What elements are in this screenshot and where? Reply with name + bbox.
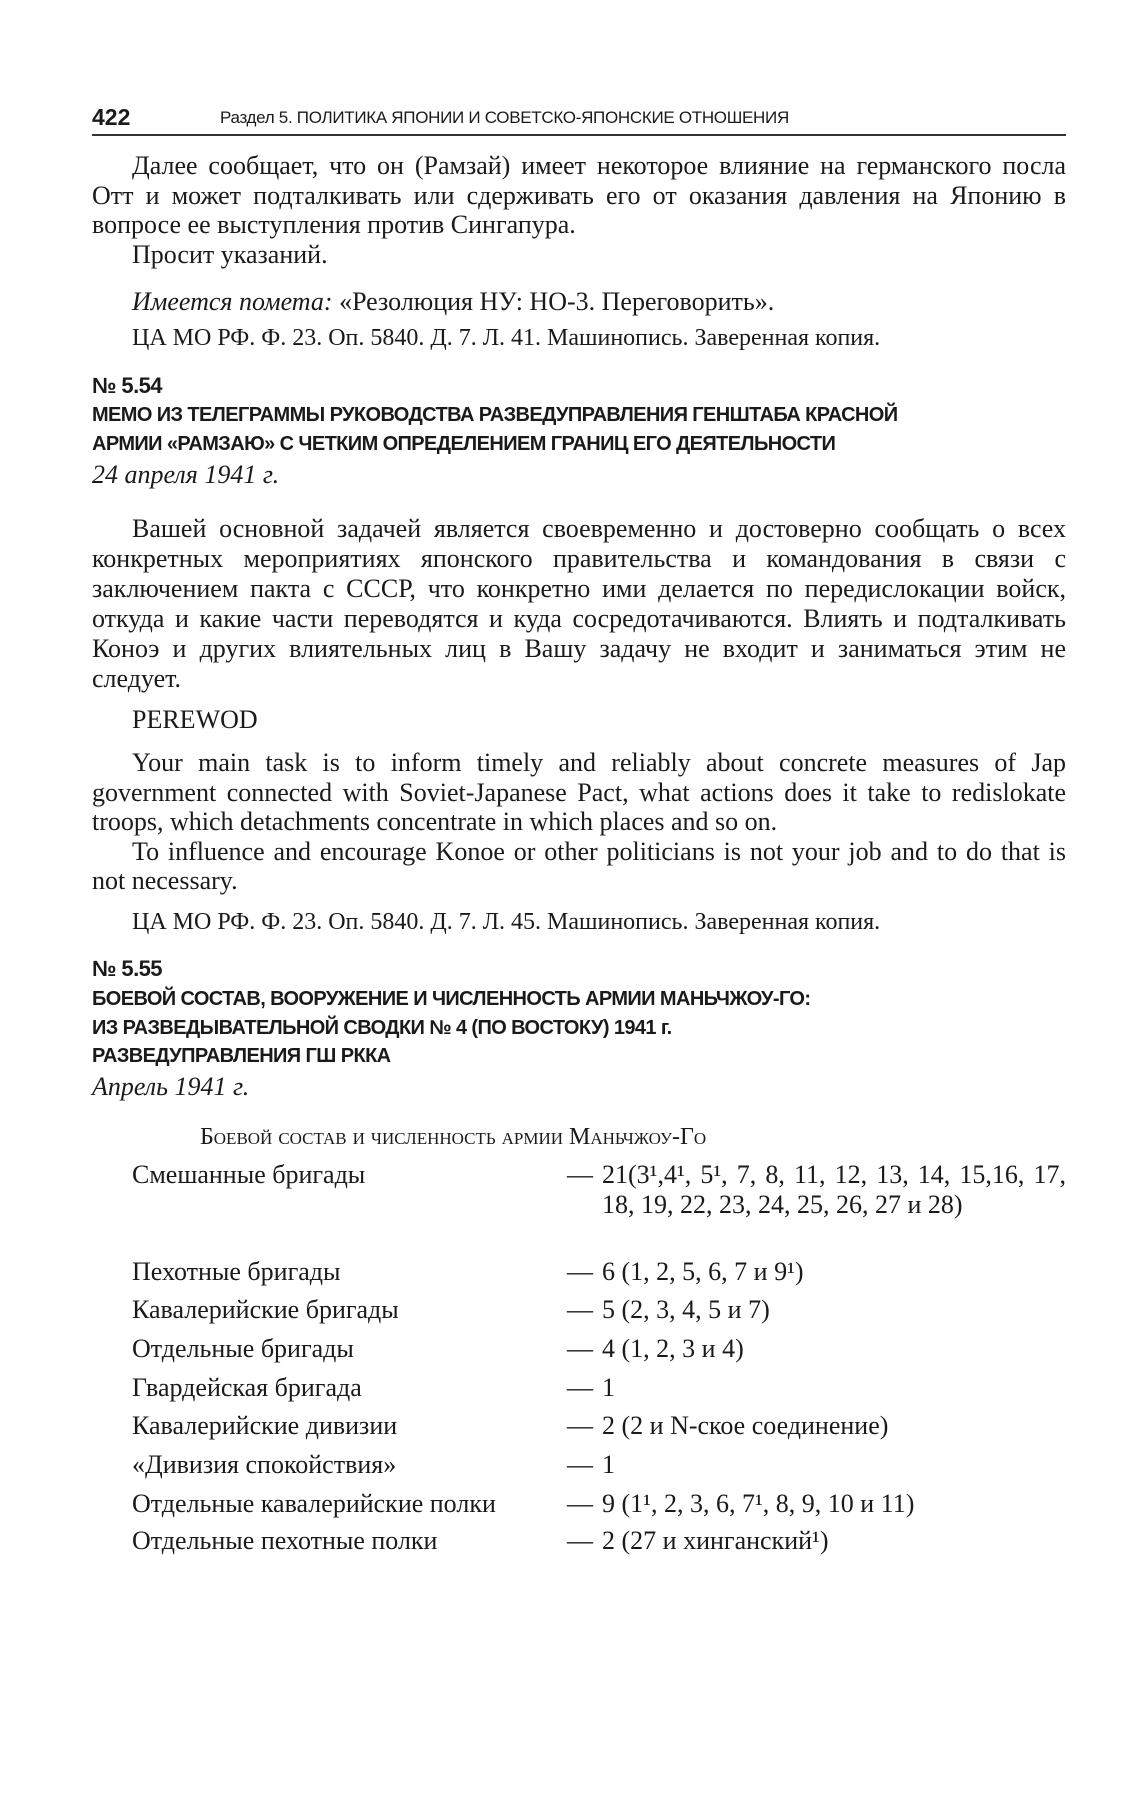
- row-value: 1: [602, 1373, 615, 1402]
- paragraph: Your main task is to inform timely and reliably about concrete measures of Jap government connected with Soviet-Japanese Pact, what actions does it take to redislokate troops, which detachments concentrate in which places and so on.: [92, 748, 1066, 836]
- row-value: 5 (2, 3, 4, 5 и 7): [602, 1295, 770, 1324]
- row-label: Смешанные бригады: [132, 1160, 366, 1189]
- row-label: Отдельные пехотные полки: [132, 1526, 438, 1555]
- annotation-text: «Резолюция НУ: НО-3. Переговорить».: [332, 287, 775, 316]
- row-dash: —: [567, 1489, 593, 1518]
- row-dash: —: [567, 1295, 593, 1324]
- document-body: Вашей основной задачей является своевременно и достоверно сообщать о всех конкретных мероприятиях японского правительства и командования в связи с заключением пакта с СССР, что конкретно ими делается по передислокации войск, откуда и какие части переводятся и куда сосредотачиваются. Влиять и подталкивать Коноэ и других влиятельных лиц в Вашу задачу не входит и заниматься этим не следует.: [92, 514, 1066, 693]
- english-text: [92, 748, 1066, 896]
- translation-label: PEREWOD: [132, 705, 258, 734]
- row-dash: —: [567, 1257, 593, 1286]
- paragraph: To influence and encourage Konoe or other politicians is not your job and to do that is not necessary.: [92, 836, 1066, 895]
- row-value: 2 (27 и хинганский¹): [602, 1526, 829, 1555]
- document-title: [92, 401, 1082, 458]
- row-value: 21(3¹,4¹, 5¹, 7, 8, 11, 12, 13, 14, 15,16, 17, 18, 19, 22, 23, 24, 25, 26, 27 и 28): [602, 1160, 1066, 1219]
- row-dash: —: [567, 1411, 593, 1440]
- row-dash: —: [567, 1526, 593, 1555]
- row-value: 9 (1¹, 2, 3, 6, 7¹, 8, 9, 10 и 11): [602, 1489, 915, 1518]
- row-label: Гвардейская бригада: [132, 1373, 362, 1402]
- title-line: БОЕВОЙ СОСТАВ, ВООРУЖЕНИЕ И ЧИСЛЕННОСТЬ АРМИИ МАНЬЧЖОУ-ГО:: [92, 988, 811, 1010]
- document-number: № 5.55: [92, 956, 162, 981]
- intro-text: [92, 151, 1066, 269]
- document-title: [92, 985, 1082, 1071]
- row-label: Отдельные бригады: [132, 1334, 354, 1363]
- row-value: 6 (1, 2, 5, 6, 7 и 9¹): [602, 1257, 804, 1286]
- archive-source: ЦА МО РФ. Ф. 23. Оп. 5840. Д. 7. Л. 41. Машинопись. Заверенная копия.: [132, 325, 881, 351]
- title-line: АРМИИ «РАМЗАЮ» С ЧЕТКИМ ОПРЕДЕЛЕНИЕМ ГРАНИЦ ЕГО ДЕЯТЕЛЬНОСТИ: [92, 432, 836, 455]
- row-dash: —: [567, 1160, 593, 1189]
- row-dash: —: [567, 1373, 593, 1402]
- row-value: 1: [602, 1450, 615, 1479]
- paragraph: Далее сообщает, что он (Рамзай) имеет некоторое влияние на германского посла Отт и может подталкивать или сдерживать его от оказания давления на Японию в вопросе ее выступления против Сингапура.: [92, 151, 1066, 239]
- row-label: «Дивизия спокойствия»: [132, 1450, 397, 1479]
- row-value: 2 (2 и N-ское соединение): [602, 1411, 889, 1440]
- page-number: 422: [92, 104, 131, 130]
- row-value: 4 (1, 2, 3 и 4): [602, 1334, 744, 1363]
- annotation: [92, 287, 1066, 317]
- document-date: 24 апреля 1941 г.: [92, 460, 280, 489]
- running-title: Раздел 5. ПОЛИТИКА ЯПОНИИ И СОВЕТСКО-ЯПОНСКИЕ ОТНОШЕНИЯ: [220, 108, 789, 127]
- archive-source: ЦА МО РФ. Ф. 23. Оп. 5840. Д. 7. Л. 45. Машинопись. Заверенная копия.: [132, 909, 881, 935]
- paragraph: Просит указаний.: [132, 239, 328, 269]
- title-line: МЕМО ИЗ ТЕЛЕГРАММЫ РУКОВОДСТВА РАЗВЕДУПРАВЛЕНИЯ ГЕНШТАБА КРАСНОЙ: [92, 404, 898, 426]
- table-title: Боевой состав и численность армии Маньчжоу-Го: [200, 1124, 707, 1150]
- row-label: Кавалерийские бригады: [132, 1295, 399, 1324]
- title-line: РАЗВЕДУПРАВЛЕНИЯ ГШ РККА: [92, 1045, 391, 1067]
- document-date: Апрель 1941 г.: [92, 1072, 250, 1101]
- annotation-label: Имеется помета:: [132, 287, 333, 316]
- row-label: Отдельные кавалерийские полки: [132, 1489, 496, 1518]
- row-dash: —: [567, 1450, 593, 1479]
- row-label: Кавалерийские дивизии: [132, 1411, 398, 1440]
- document-number: № 5.54: [92, 373, 162, 398]
- title-line: ИЗ РАЗВЕДЫВАТЕЛЬНОЙ СВОДКИ № 4 (ПО ВОСТОКУ) 1941 г.: [92, 1016, 672, 1039]
- row-label: Пехотные бригады: [132, 1257, 341, 1286]
- row-dash: —: [567, 1334, 593, 1363]
- page-header: [92, 104, 1066, 136]
